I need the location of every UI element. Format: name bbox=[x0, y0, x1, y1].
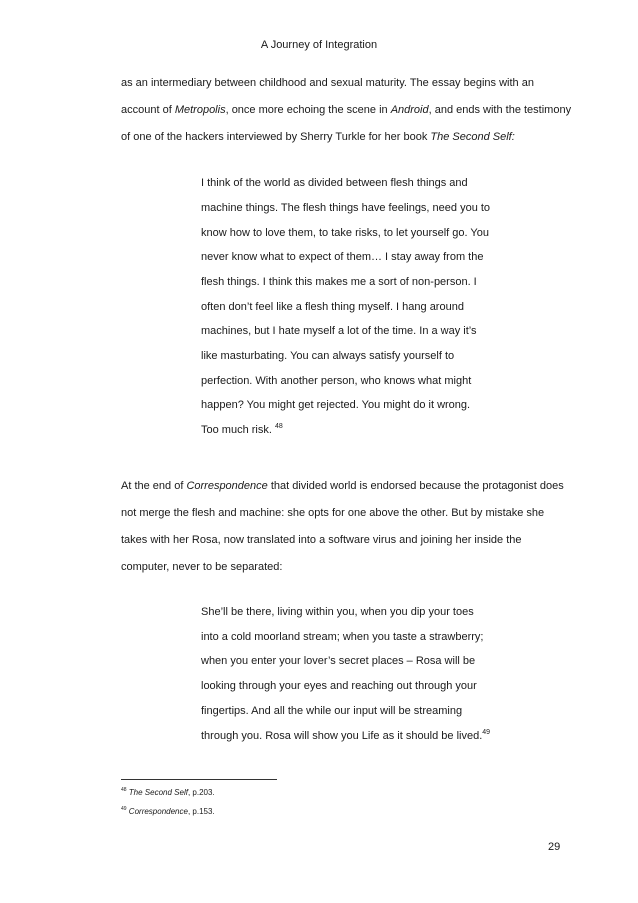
text-run: Too much risk. bbox=[201, 424, 275, 436]
paragraph-line: computer, never to be separated: bbox=[121, 561, 283, 573]
footnote-number: 48 bbox=[121, 787, 127, 793]
italic-title: Android bbox=[390, 104, 429, 116]
running-header: A Journey of Integration bbox=[260, 39, 378, 51]
quote-line: into a cold moorland stream; when you taste a strawberry; bbox=[201, 631, 484, 643]
quote-line: looking through your eyes and reaching out through your bbox=[201, 680, 477, 692]
quote-line bbox=[201, 729, 490, 743]
text-run: that divided world is endorsed because the protagonist does bbox=[267, 480, 564, 492]
text-run: through you. Rosa will show you Life as it should be lived. bbox=[201, 730, 483, 742]
quote-line: know how to love them, to take risks, to let yourself go. You bbox=[201, 227, 489, 239]
quote-line: like masturbating. You can always satisfy yourself to bbox=[201, 350, 455, 362]
quote-line: She’ll be there, living within you, when you dip your toes bbox=[201, 606, 474, 618]
footnote-reference[interactable]: 49 bbox=[482, 729, 491, 736]
italic-title: Correspondence bbox=[186, 480, 268, 492]
text-run: At the end of bbox=[121, 480, 187, 492]
paragraph-line: not merge the flesh and machine: she opts for one above the other. But by mistake she bbox=[121, 507, 545, 519]
quote-line: flesh things. I think this makes me a sort of non-person. I bbox=[201, 276, 477, 288]
paragraph-line: takes with her Rosa, now translated into a software virus and joining her inside the bbox=[121, 534, 522, 546]
footnote-reference[interactable]: 48 bbox=[274, 423, 283, 430]
quote-line: fingertips. And all the while our input will be streaming bbox=[201, 705, 463, 717]
quote-line: I think of the world as divided between flesh things and bbox=[201, 177, 468, 189]
paragraph-line bbox=[121, 479, 564, 493]
italic-title: The Second Self: bbox=[430, 131, 515, 143]
text-run: of one of the hackers interviewed by Sherry Turkle for her book bbox=[121, 131, 431, 143]
footnote-number: 49 bbox=[121, 806, 127, 812]
quote-line: machine things. The flesh things have feelings, need you to bbox=[201, 202, 491, 214]
quote-line: when you enter your lover’s secret places – Rosa will be bbox=[201, 655, 476, 667]
footnote-divider bbox=[121, 779, 277, 780]
quote-line: happen? You might get rejected. You might do it wrong. bbox=[201, 399, 471, 411]
footnote-title: Correspondence bbox=[128, 807, 188, 816]
footnote-title: The Second Self bbox=[128, 788, 188, 797]
footnote-text: , p.203. bbox=[187, 788, 215, 797]
paragraph-line: as an intermediary between childhood and sexual maturity. The essay begins with an bbox=[121, 77, 534, 89]
quote-line: never know what to expect of them… I stay away from the bbox=[201, 251, 484, 263]
text-run: account of bbox=[121, 104, 175, 116]
paragraph-line bbox=[121, 103, 571, 117]
footnote bbox=[121, 787, 215, 798]
text-run: , and ends with the testimony bbox=[428, 104, 572, 116]
italic-title: Metropolis bbox=[174, 104, 226, 116]
footnote bbox=[121, 806, 215, 817]
paragraph-line bbox=[121, 130, 515, 144]
quote-line: perfection. With another person, who knows what might bbox=[201, 375, 472, 387]
quote-line: often don’t feel like a flesh thing myself. I hang around bbox=[201, 301, 464, 313]
footnote-text: , p.153. bbox=[187, 807, 215, 816]
quote-line bbox=[201, 423, 283, 437]
quote-line: machines, but I hate myself a lot of the time. In a way it’s bbox=[201, 325, 477, 337]
text-run: , once more echoing the scene in bbox=[225, 104, 391, 116]
page-number: 29 bbox=[548, 841, 561, 853]
